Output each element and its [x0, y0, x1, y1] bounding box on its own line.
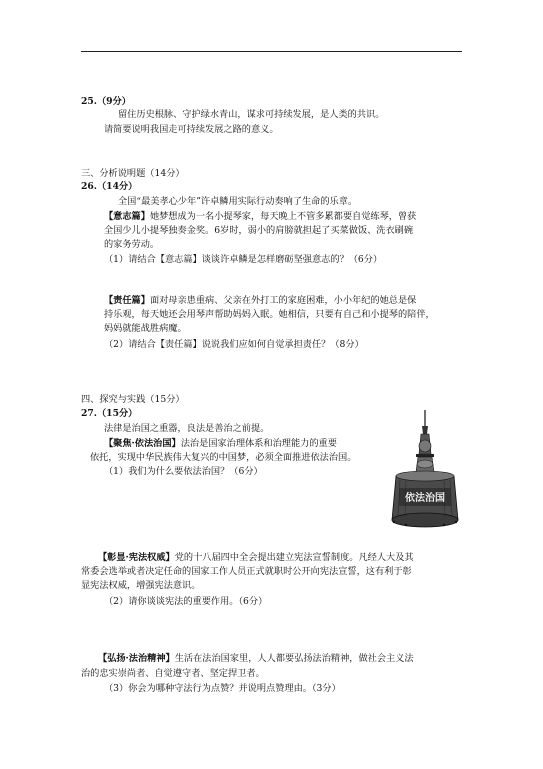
const-text1: 党的十八届四中全会提出建立宪法宣誓制度。凡经人大及其: [174, 552, 414, 563]
focus-text1: 法治是国家治理体系和治理能力的重要: [180, 438, 337, 449]
will-text1: 她梦想成为一名小提琴家，每天晚上不管多累都要自觉练琴，曾获: [149, 211, 417, 222]
q27-focus-line2: 依托，实现中华民族伟大复兴的中国梦，必须全面推进依法治国。: [90, 452, 357, 463]
q26-will-line3: 的家务劳动。: [104, 239, 160, 250]
q26-resp-line3: 妈妈就能战胜病魔。: [104, 323, 187, 334]
resp-tag: 【责任篇】: [104, 295, 150, 306]
q25-heading: 25.（9分）: [81, 96, 131, 107]
focus-tag: 【聚焦·依法治国】: [104, 438, 181, 449]
q25-line1: 留住历史根脉、守护绿水青山，谋求可持续发展，是人类的共识。: [118, 109, 385, 120]
q26-will-line1: [104, 211, 416, 223]
section3-heading: 三、分析说明题（14分）: [81, 168, 185, 179]
q27-spirit-line2: 治的忠实崇尚者、自觉遵守者、坚定捍卫者。: [81, 668, 265, 679]
q27-const-line1: [98, 552, 414, 564]
will-tag: 【意志篇】: [104, 211, 150, 222]
illustration-lettering: 依法治国: [405, 493, 445, 504]
spirit-tag: 【弘扬·法治精神】: [98, 653, 175, 664]
q25-line2: 请简要说明我国走可持续发展之路的意义。: [104, 124, 279, 135]
q26-sub2: （2）请结合【责任篇】说说我们应如何自觉承担责任？（8分）: [104, 339, 364, 350]
const-tag: 【彰显·宪法权威】: [98, 552, 175, 563]
q27-sub1: （1）我们为什么要依法治国？（6分）: [104, 466, 263, 477]
q27-spirit-line1: [98, 653, 414, 665]
q27-const-line3: 显宪法权威，增强宪法意识。: [81, 580, 201, 591]
q27-focus-line1: [104, 438, 337, 450]
q27-heading: 27.（15分）: [81, 408, 138, 419]
q27-const-line2: 常委会选举或者决定任命的国家工作人员正式就职时公开向宪法宣誓，这有利于彰: [81, 566, 412, 577]
rule-of-law-tower-illustration: [386, 408, 464, 531]
q27-sub2: （2）请你谈谈宪法的重要作用。（6分）: [104, 596, 268, 607]
q26-heading: 26.（14分）: [81, 181, 138, 192]
spirit-text1: 生活在法治国家里，人人都要弘扬法治精神，做社会主义法: [174, 653, 414, 664]
q26-resp-line1: [104, 295, 416, 307]
q26-intro: 全国“最美孝心少年”许卓鳞用实际行动奏响了生命的乐章。: [118, 196, 358, 207]
header-rule: [81, 51, 462, 52]
q27-sub3: （3）你会为哪种守法行为点赞？并说明点赞理由。（3分）: [104, 683, 341, 694]
resp-text1: 面对母亲患重病、父亲在外打工的家庭困难，小小年纪的她总是保: [149, 295, 417, 306]
q26-will-line2: 全国少儿小提琴独奏金奖。6岁时，弱小的肩膀就担起了买菜做饭、洗衣刷碗: [104, 225, 414, 236]
q26-resp-line2: 持乐观，每天她还会用琴声帮助妈妈入眠。她相信，只要有自己和小提琴的陪伴，: [104, 309, 435, 320]
q26-sub1: （1）请结合【意志篇】谈谈许卓鳞是怎样磨砺坚强意志的？（6分）: [104, 254, 383, 265]
q27-intro: 法律是治国之重器，良法是善治之前提。: [104, 423, 270, 434]
section4-heading: 四、探究与实践（15分）: [81, 394, 185, 405]
